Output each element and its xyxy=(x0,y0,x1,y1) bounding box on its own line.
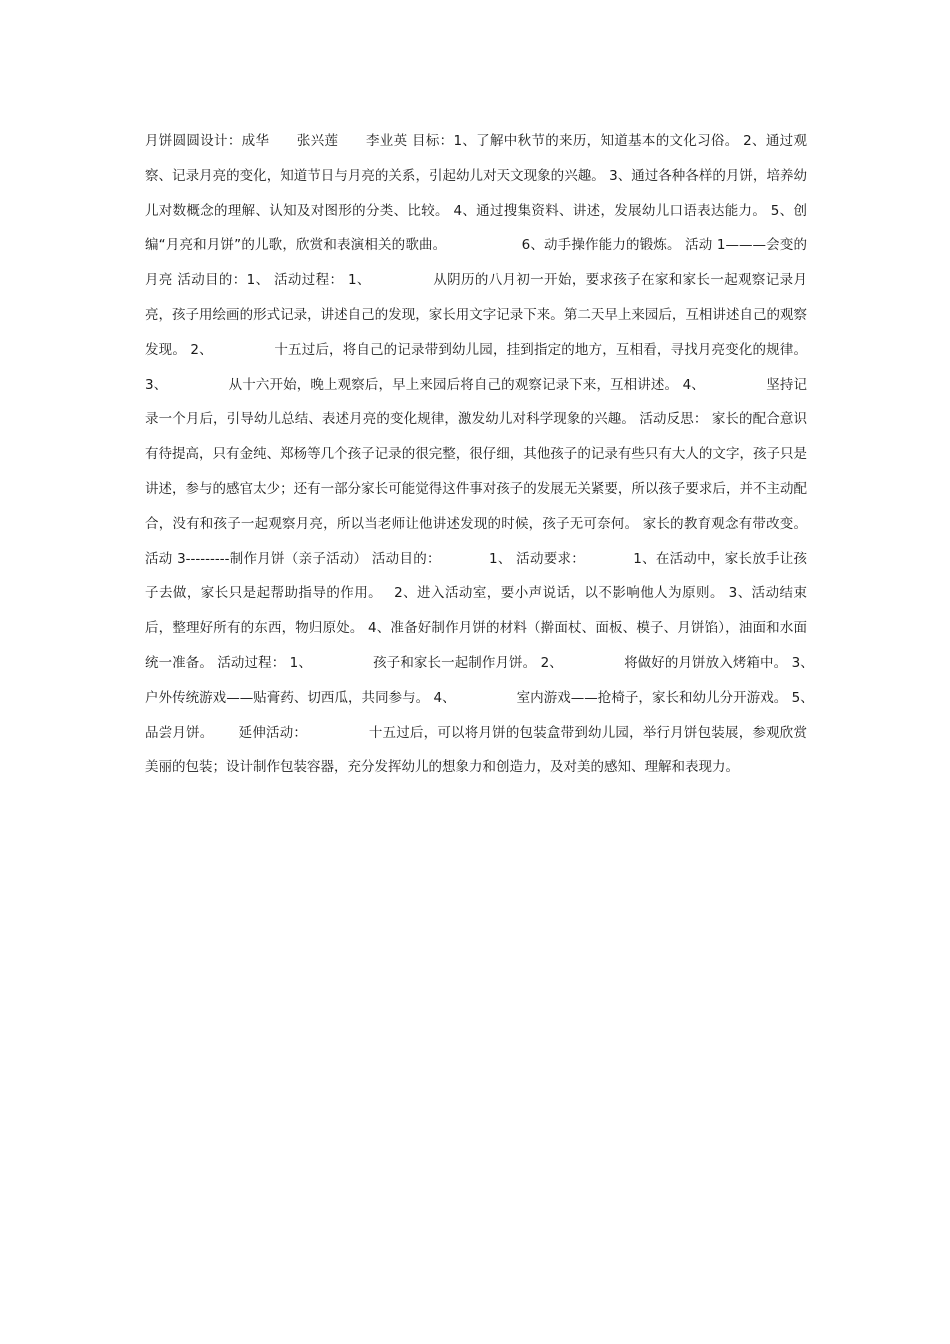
document-body-text: 月饼圆圆设计：成华 张兴莲 李业英 目标：1、了解中秋节的来历，知道基本的文化习俗。 2、通过观察、记录月亮的变化，知道节日与月亮的关系，引起幼儿对天文现象的兴趣。 3、通过各种各样的月饼，培养幼儿对数概念的理解、认知及对图形的分类、比较。 4、通过搜集资料、讲述，发展幼儿口语表达能力。 5、创编“月亮和月饼”的儿歌，欣赏和表演相关的歌曲。 6、动手操作能力的锻炼。 活动 1———会变的月亮 活动目的：1、 活动过程： 1、 从阴历的八月初一开始，要求孩子在家和家长一起观察记录月亮，孩子用绘画的形式记录，讲述自己的发现，家长用文字记录下来。第二天早上来园后，互相讲述自己的观察发现。 2、 十五过后，将自己的记录带到幼儿园，挂到指定的地方，互相看，寻找月亮变化的规律。 3、 从十六开始，晚上观察后，早上来园后将自己的观察记录下来，互相讲述。 4、 坚持记录一个月后，引导幼儿总结、表述月亮的变化规律，激发幼儿对科学现象的兴趣。 活动反思： 家长的配合意识有待提高，只有金纯、郑杨等几个孩子记录的很完整，很仔细，其他孩子的记录有些只有大人的文字，孩子只是讲述，参与的感官太少；还有一部分家长可能觉得这件事对孩子的发展无关紧要，所以孩子要求后，并不主动配合，没有和孩子一起观察月亮，所以当老师让他讲述发现的时候，孩子无可奈何。 家长的教育观念有带改变。 活动 3---------制作月饼（亲子活动） 活动目的： 1、 活动要求： 1、在活动中，家长放手让孩子去做，家长只是起帮助指导的作用。 2、进入活动室，要小声说话，以不影响他人为原则。 3、活动结束后，整理好所有的东西，物归原处。 4、准备好制作月饼的材料（擀面杖、面板、模子、月饼馅），油面和水面统一准备。 活动过程： 1、 孩子和家长一起制作月饼。 2、 将做好的月饼放入烤箱中。 3、 户外传统游戏——贴膏药、切西瓜，共同参与。 4、 室内游戏——抢椅子，家长和幼儿分开游戏。 5、 品尝月饼。 延伸活动： 十五过后，可以将月饼的包装盒带到幼儿园，举行月饼包装展，参观欣赏美丽的包装；设计制作包装容器，充分发挥幼儿的想象力和创造力，及对美的感知、理解和表现力。 xyxy=(145,133,875,776)
